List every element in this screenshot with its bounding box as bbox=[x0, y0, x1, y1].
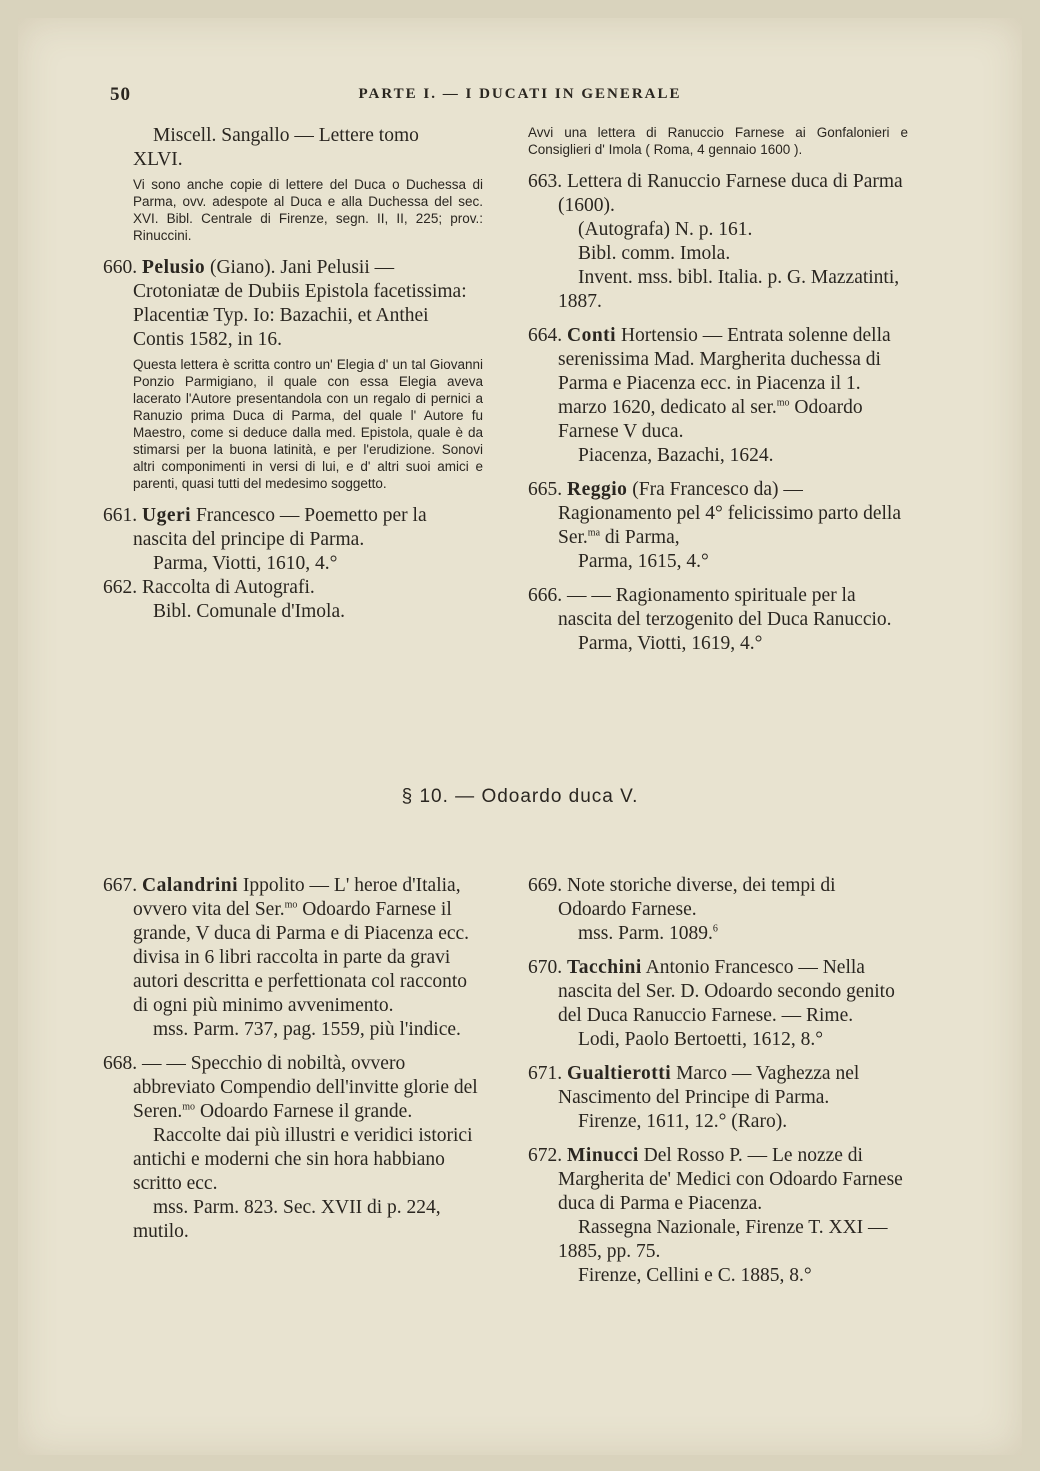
entry-text: Ippolito — L' heroe d'Italia, ovvero vita del Ser. bbox=[133, 875, 461, 920]
entry-text: Note storiche diverse, dei tempi di Odoardo Farnese. bbox=[558, 875, 836, 920]
superscript: 6 bbox=[712, 923, 718, 935]
entry-imprint bbox=[528, 922, 908, 946]
entry-imprint: Parma, Viotti, 1610, 4.° bbox=[153, 553, 338, 574]
entry-note: Vi sono anche copie di lettere del Duca o Duchessa di Parma, ovv. adespote al Duca e alla Duchessa del sec. XVI. Bibl. Centrale di Firenze, segn. II, II, 225; prov.: Rinuccini. bbox=[133, 177, 483, 243]
entry-number: 664. bbox=[528, 325, 563, 346]
superscript: mo bbox=[182, 1101, 196, 1113]
entry-author: Ugeri bbox=[142, 505, 192, 526]
running-head: PARTE I. — I DUCATI IN GENERALE bbox=[358, 86, 682, 102]
entry-672 bbox=[528, 1144, 908, 1288]
entry-imprint: Piacenza, Bazachi, 1624. bbox=[578, 445, 774, 466]
entry-sub: Invent. mss. bibl. Italia. p. G. Mazzatinti, 1887. bbox=[558, 267, 900, 312]
entry-671 bbox=[528, 1062, 908, 1134]
entry-note: Questa lettera è scritta contro un' Elegia d' un tal Giovanni Ponzio Parmigiano, il quale con essa Elegia aveva lacerato l'Autore presentandola con un regalo di pernici a Ranuzio prima Duca di Parma, del quale l' Autore fu Maestro, come si deduce dalla med. Epistola, quale è da stimarsi per la buona latinità, e per l'erudizione. Sonovi altri componimenti in versi di lui, e d' altri suoi amici e parenti, quasi tutti del medesimo soggetto. bbox=[133, 357, 483, 491]
entry-imprint-text: mss. Parm. 1089. bbox=[578, 923, 713, 944]
intro-line: XLVI. bbox=[133, 149, 183, 170]
entry-number: 661. bbox=[103, 505, 138, 526]
entry-sub: Rassegna Nazionale, Firenze T. XXI — 1885, pp. 75. bbox=[558, 1217, 888, 1262]
entry-sub: Bibl. comm. Imola. bbox=[578, 243, 731, 264]
entry-664 bbox=[528, 324, 908, 468]
entry-number: 662. bbox=[103, 577, 138, 598]
entry-imprint: mss. Parm. 737, pag. 1559, più l'indice. bbox=[153, 1019, 461, 1040]
entry-author: Conti bbox=[567, 325, 617, 346]
entry-note: Avvi una lettera di Ranuccio Farnese ai Gonfalonieri e Consiglieri d' Imola ( Roma, 4 gennaio 1600 ). bbox=[528, 125, 908, 157]
entry-668 bbox=[103, 1052, 483, 1244]
column-top-left bbox=[103, 124, 483, 634]
entry-author: Calandrini bbox=[142, 875, 239, 896]
entry-661 bbox=[103, 504, 483, 576]
entry-imprint: Parma, Viotti, 1619, 4.° bbox=[578, 633, 763, 654]
entry-number: 666. bbox=[528, 585, 563, 606]
entry-number: 668. bbox=[103, 1053, 138, 1074]
entry-text: Antonio Francesco — Nella nascita del Ser. D. Odoardo secondo genito del Duca Ranuccio Farnese. — Rime. bbox=[558, 957, 895, 1026]
entry-number: 672. bbox=[528, 1145, 563, 1166]
entry-number: 670. bbox=[528, 957, 563, 978]
column-bottom-right bbox=[528, 874, 908, 1298]
entry-number: 671. bbox=[528, 1063, 563, 1084]
entry-imprint: Bibl. Comunale d'Imola. bbox=[153, 601, 345, 622]
entry-number: 667. bbox=[103, 875, 138, 896]
entry-text: Francesco — Poemetto per la nascita del principe di Parma. bbox=[133, 505, 427, 550]
entry-author: Tacchini bbox=[567, 957, 642, 978]
entry-sub: (Autografa) N. p. 161. bbox=[578, 219, 753, 240]
entry-670 bbox=[528, 956, 908, 1052]
entry-text: Raccolta di Autografi. bbox=[142, 577, 315, 598]
entry-imprint: Firenze, 1611, 12.° (Raro). bbox=[578, 1111, 788, 1132]
entry-text: Lettera di Ranuccio Farnese duca di Parma (1600). bbox=[558, 171, 903, 216]
entry-text: Hortensio — Entrata solenne della serenissima Mad. Margherita duchessa di Parma e Piacenza ecc. in Piacenza il 1. marzo 1620, dedicato al ser. bbox=[558, 325, 891, 418]
intro-line: Miscell. Sangallo — Lettere tomo bbox=[153, 125, 419, 146]
entry-number: 669. bbox=[528, 875, 563, 896]
entry-number: 665. bbox=[528, 479, 563, 500]
entry-660 bbox=[103, 256, 483, 352]
superscript: mo bbox=[776, 397, 790, 409]
entry-text: Odoardo Farnese V duca. bbox=[558, 397, 863, 442]
entry-number: 660. bbox=[103, 257, 138, 278]
superscript: mo bbox=[284, 899, 298, 911]
entry-text: — — Specchio di nobiltà, ovvero abbreviato Compendio dell'invitte glorie del Seren. bbox=[133, 1053, 478, 1122]
entry-text: — — Ragionamento spirituale per la nascita del terzogenito del Duca Ranuccio. bbox=[558, 585, 892, 630]
column-bottom-left bbox=[103, 874, 483, 1254]
entry-text: Odoardo Farnese il grande, V duca di Parma e di Piacenza ecc. divisa in 6 libri raccolta in parte da gravi autori descritta e perfettionata col racconto di ogni più minimo avvenimento. bbox=[133, 899, 470, 1016]
entry-author: Pelusio bbox=[142, 257, 206, 278]
entry-text: (Fra Francesco da) — Ragionamento pel 4° felicissimo parto della Ser. bbox=[558, 479, 902, 548]
entry-665 bbox=[528, 478, 908, 574]
entry-text: Odoardo Farnese il grande. bbox=[195, 1101, 413, 1122]
entry-imprint: Firenze, Cellini e C. 1885, 8.° bbox=[578, 1265, 812, 1286]
entry-author: Gualtierotti bbox=[567, 1063, 672, 1084]
entry-imprint: Parma, 1615, 4.° bbox=[578, 551, 709, 572]
entry-666 bbox=[528, 584, 908, 656]
entry-text: Marco — Vaghezza nel Nascimento del Principe di Parma. bbox=[558, 1063, 860, 1108]
entry-intro bbox=[103, 124, 483, 172]
column-top-right bbox=[528, 124, 908, 666]
page-header bbox=[18, 84, 1022, 108]
entry-667 bbox=[103, 874, 483, 1042]
entry-669 bbox=[528, 874, 908, 946]
entry-text: di Parma, bbox=[600, 527, 680, 548]
section-title: § 10. — Odoardo duca V. bbox=[401, 786, 639, 807]
entry-number: 663. bbox=[528, 171, 563, 192]
entry-sub: Raccolte dai più illustri e veridici istorici antichi e moderni che sin hora habbiano scritto ecc. bbox=[133, 1125, 473, 1194]
entry-662 bbox=[103, 576, 483, 624]
page-number: 50 bbox=[110, 84, 131, 105]
entry-text: Del Rosso P. — Le nozze di Margherita de' Medici con Odoardo Farnese duca di Parma e Piacenza. bbox=[558, 1145, 903, 1214]
book-page bbox=[18, 18, 1022, 1455]
entry-imprint: Lodi, Paolo Bertoetti, 1612, 8.° bbox=[578, 1029, 824, 1050]
entry-663 bbox=[528, 170, 908, 314]
superscript: ma bbox=[587, 527, 601, 539]
entry-text: (Giano). Jani Pelusii — Crotoniatæ de Dubiis Epistola facetissima: Placentiæ Typ. Io: Bazachii, et Anthei Contis 1582, in 16. bbox=[133, 257, 467, 350]
entry-author: Reggio bbox=[567, 479, 628, 500]
entry-sub: mss. Parm. 823. Sec. XVII di p. 224, mutilo. bbox=[133, 1197, 441, 1242]
entry-author: Minucci bbox=[567, 1145, 639, 1166]
